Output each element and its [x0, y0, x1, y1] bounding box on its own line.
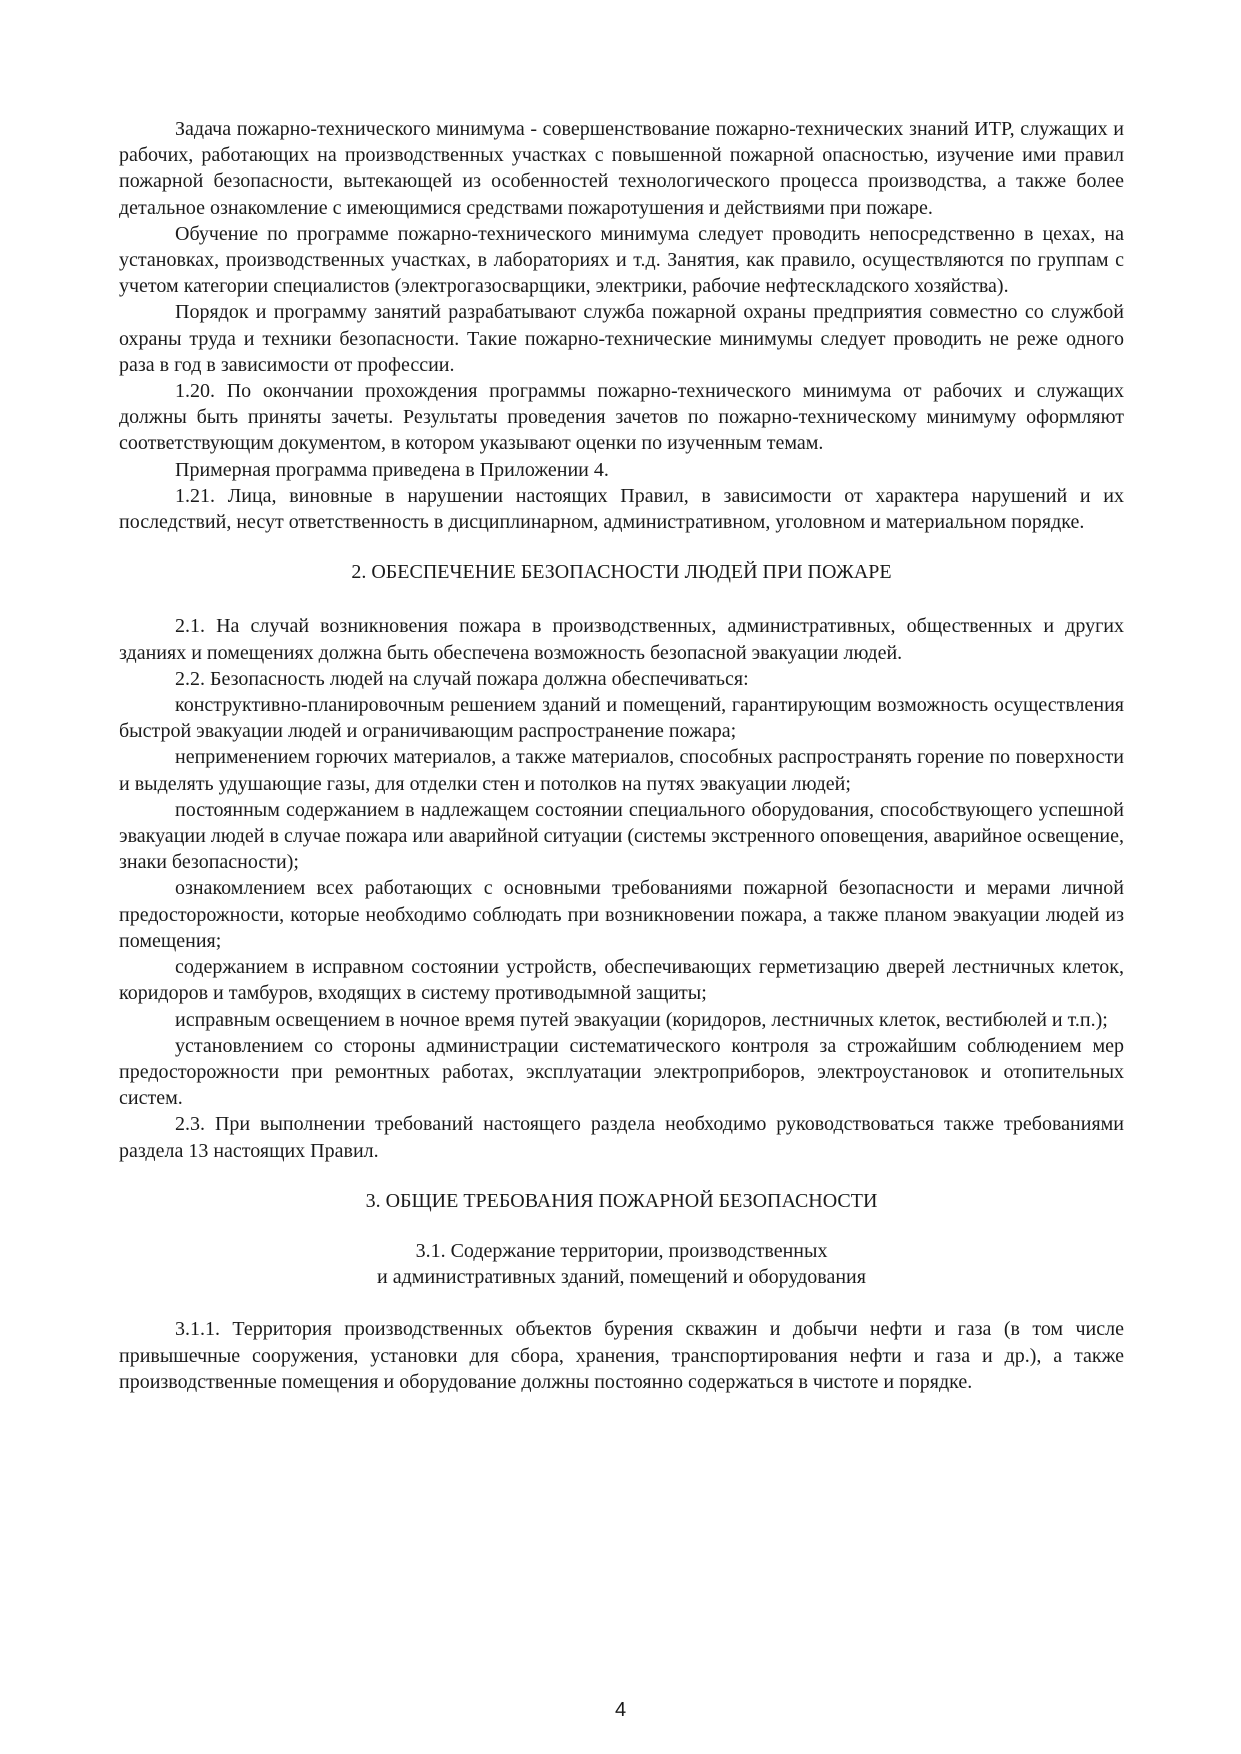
paragraph: содержанием в исправном состоянии устройств, обеспечивающих герметизацию дверей лестничных клеток, коридоров и тамбуров, входящих в систему противодымной защиты;: [119, 956, 1124, 1005]
paragraph: конструктивно-планировочным решением зданий и помещений, гарантирующим возможность осуществления быстрой эвакуации людей и ограничивающим распространение пожара;: [119, 694, 1124, 743]
document-page: [119, 116, 1124, 1395]
section-3-heading: 3. ОБЩИЕ ТРЕБОВАНИЯ ПОЖАРНОЙ БЕЗОПАСНОСТИ: [365, 1189, 878, 1212]
page-number: 4: [614, 1699, 627, 1721]
paragraph: Задача пожарно-технического минимума - совершенствование пожарно-технических знаний ИТР, служащих и рабочих, работающих на производственных участках с повышенной пожарной опасностью, изучение ими правил пожарной безопасности, вытекающей из особенностей технологического процесса производства, а также более детальное ознакомление с имеющимися средствами пожаротушения и действиями при пожаре.: [119, 118, 1124, 219]
subsection-3-1-heading-line1: 3.1. Содержание территории, производственных: [415, 1239, 828, 1262]
paragraph: неприменением горючих материалов, а также материалов, способных распространять горение по поверхности и выделять удушающие газы, для отделки стен и потолков на путях эвакуации людей;: [119, 746, 1124, 795]
paragraph: 3.1.1. Территория производственных объектов бурения скважин и добычи нефти и газа (в том числе привышечные сооружения, установки для сбора, хранения, транспортирования нефти и газа и др.), а также производственные помещения и оборудование должны постоянно содержаться в чистоте и порядке.: [119, 1318, 1124, 1393]
paragraph: 2.2. Безопасность людей на случай пожара должна обеспечиваться:: [175, 667, 749, 690]
paragraph: постоянным содержанием в надлежащем состоянии специального оборудования, способствующего успешной эвакуации людей в случае пожара или аварийной ситуации (системы экстренного оповещения, аварийное освещение, знаки безопасности);: [119, 798, 1124, 874]
paragraph: 1.20. По окончании прохождения программы пожарно-технического минимума от рабочих и служащих должны быть приняты зачеты. Результаты проведения зачетов по пожарно-техническому минимуму оформляют соответствующим документом, в котором указывают оценки по изученным темам.: [119, 380, 1124, 455]
section-2-heading: 2. ОБЕСПЕЧЕНИЕ БЕЗОПАСНОСТИ ЛЮДЕЙ ПРИ ПОЖАРЕ: [351, 561, 892, 584]
paragraph: Примерная программа приведена в Приложении 4.: [175, 458, 609, 481]
paragraph: 2.3. При выполнении требований настоящего раздела необходимо руководствоваться также требованиями раздела 13 настоящих Правил.: [119, 1113, 1124, 1162]
paragraph: исправным освещением в ночное время путей эвакуации (коридоров, лестничных клеток, вестибюлей и т.п.);: [175, 1008, 1108, 1031]
paragraph: 1.21. Лица, виновные в нарушении настоящих Правил, в зависимости от характера нарушений и их последствий, несут ответственность в дисциплинарном, административном, уголовном и материальном порядке.: [119, 484, 1124, 534]
paragraph: Порядок и программу занятий разрабатывают служба пожарной охраны предприятия совместно со службой охраны труда и техники безопасности. Такие пожарно-технические минимумы следует проводить не реже одного раза в год в зависимости от профессии.: [119, 301, 1124, 376]
paragraph: установлением со стороны администрации систематического контроля за строжайшим соблюдением мер предосторожности при ремонтных работах, эксплуатации электроприборов, электроустановок и отопительных систем.: [119, 1034, 1124, 1110]
paragraph: Обучение по программе пожарно-технического минимума следует проводить непосредственно в цехах, на установках, производственных участках, в лабораториях и т.д. Занятия, как правило, осуществляются по группам с учетом категории специалистов (электрогазосварщики, электрики, рабочие нефтескладского хозяйства).: [119, 222, 1124, 298]
paragraph: 2.1. На случай возникновения пожара в производственных, административных, общественных и других зданиях и помещениях должна быть обеспечена возможность безопасной эвакуации людей.: [119, 615, 1124, 664]
paragraph: ознакомлением всех работающих с основными требованиями пожарной безопасности и мерами личной предосторожности, которые необходимо соблюдать при возникновении пожара, а также планом эвакуации людей из помещения;: [119, 877, 1124, 952]
subsection-3-1-heading-line2: и административных зданий, помещений и оборудования: [377, 1266, 866, 1289]
